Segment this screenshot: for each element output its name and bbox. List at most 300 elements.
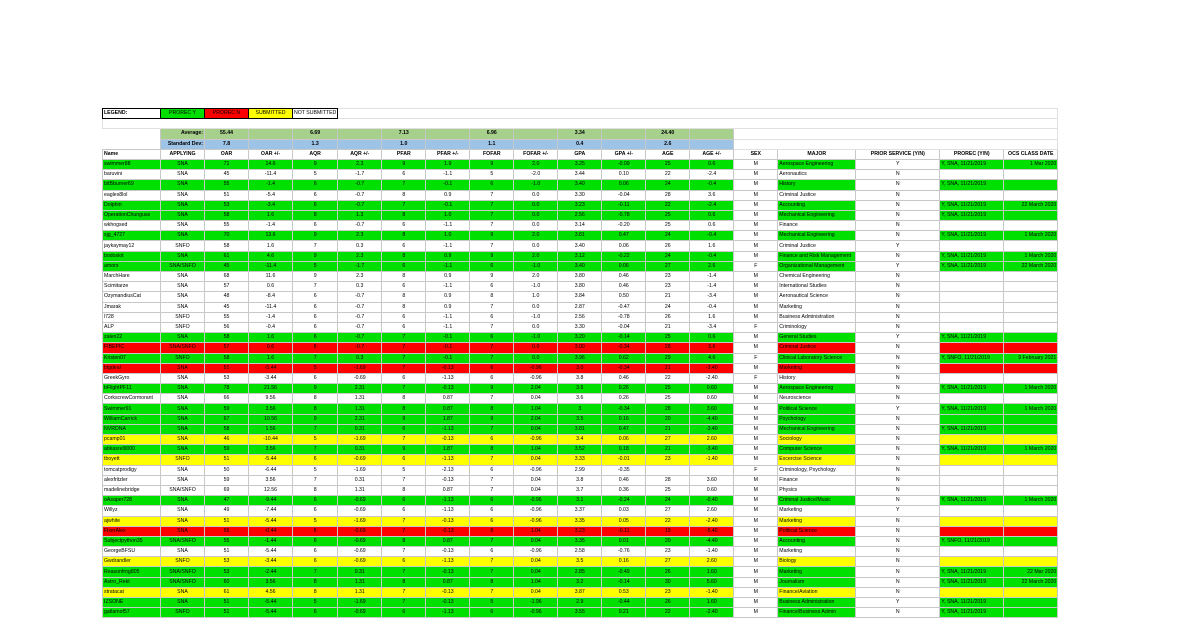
table-cell[interactable]: 20 (646, 414, 690, 424)
table-cell[interactable]: SNFO (161, 557, 205, 567)
table-cell[interactable]: SNA (161, 363, 205, 373)
table-cell[interactable]: 24 (646, 496, 690, 506)
table-cell[interactable]: -3.4 (249, 200, 293, 210)
table-cell[interactable]: 25 (646, 210, 690, 220)
table-cell[interactable]: Psychology (778, 414, 856, 424)
table-cell[interactable]: 25 (646, 394, 690, 404)
table-cell[interactable] (1004, 292, 1058, 302)
table-cell[interactable]: N (856, 210, 940, 220)
table-cell[interactable]: 6 (382, 506, 426, 516)
table-cell[interactable]: 55 (205, 180, 249, 190)
table-cell[interactable]: Y, SNA, 11/21/2019 (940, 598, 1004, 608)
table-cell[interactable]: -0.96 (514, 608, 558, 618)
table-row[interactable] (103, 577, 1058, 587)
table-cell[interactable]: Astro_Rekt (103, 577, 161, 587)
table-cell[interactable]: 51 (205, 455, 249, 465)
table-cell[interactable]: 6 (382, 261, 426, 271)
table-cell[interactable] (940, 292, 1004, 302)
table-row[interactable] (103, 200, 1058, 210)
table-cell[interactable]: M (734, 272, 778, 282)
table-cell[interactable]: Marketing (778, 363, 856, 373)
table-cell[interactable]: -7.44 (249, 506, 293, 516)
table-cell[interactable]: -0.13 (426, 384, 470, 394)
table-cell[interactable]: -1.13 (426, 424, 470, 434)
table-row[interactable] (103, 557, 1058, 567)
table-cell[interactable]: 22 March 2020 (1004, 261, 1058, 271)
table-cell[interactable]: Willyz (103, 506, 161, 516)
table-cell[interactable]: M (734, 302, 778, 312)
table-cell[interactable]: 0.60 (690, 485, 734, 495)
table-cell[interactable]: 51 (205, 608, 249, 618)
table-cell[interactable]: 1.9 (426, 159, 470, 169)
table-cell[interactable]: 2.31 (338, 384, 382, 394)
table-cell[interactable]: 7 (470, 322, 514, 332)
table-cell[interactable]: l728 (103, 312, 161, 322)
table-row[interactable] (103, 598, 1058, 608)
table-cell[interactable]: Criminal Justice (778, 241, 856, 251)
table-cell[interactable]: 68 (205, 272, 249, 282)
table-cell[interactable]: 6 (293, 547, 338, 557)
table-cell[interactable]: -0.76 (602, 547, 646, 557)
table-cell[interactable]: SNA/SNFO (161, 343, 205, 353)
table-row[interactable] (103, 608, 1058, 618)
table-cell[interactable] (940, 547, 1004, 557)
table-cell[interactable]: -1.0 (514, 180, 558, 190)
table-cell[interactable]: N (856, 485, 940, 495)
table-cell[interactable]: FixerAlex (103, 526, 161, 536)
table-cell[interactable]: 3.33 (558, 455, 602, 465)
table-cell[interactable]: F (734, 353, 778, 363)
table-cell[interactable]: 1.60 (690, 598, 734, 608)
table-cell[interactable]: 1.60 (690, 567, 734, 577)
table-cell[interactable]: -6.44 (249, 465, 293, 475)
table-cell[interactable]: -0.13 (426, 516, 470, 526)
table-cell[interactable]: -1.4 (249, 312, 293, 322)
table-cell[interactable]: SNA (161, 190, 205, 200)
table-cell[interactable]: FIBEPIC (103, 343, 161, 353)
table-cell[interactable]: Organizational Management (778, 261, 856, 271)
table-cell[interactable]: 22 (646, 373, 690, 383)
table-cell[interactable]: 6 (293, 608, 338, 618)
table-cell[interactable]: 3.30 (558, 322, 602, 332)
table-row[interactable] (103, 170, 1058, 180)
table-cell[interactable]: -0.44 (602, 598, 646, 608)
table-cell[interactable]: 3.23 (558, 200, 602, 210)
table-cell[interactable]: 3.12 (558, 251, 602, 261)
table-cell[interactable]: 3.37 (558, 506, 602, 516)
table-cell[interactable]: ALP (103, 322, 161, 332)
table-cell[interactable]: -1.4 (690, 282, 734, 292)
table-cell[interactable]: 7 (382, 475, 426, 485)
table-cell[interactable]: SNA/SNFO (161, 261, 205, 271)
table-cell[interactable]: 0.3 (338, 353, 382, 363)
table-row[interactable] (103, 465, 1058, 475)
table-cell[interactable]: 28 (646, 475, 690, 485)
table-cell[interactable]: -1.13 (426, 608, 470, 618)
table-cell[interactable]: 21.56 (249, 384, 293, 394)
table-cell[interactable]: -3.4 (690, 322, 734, 332)
table-cell[interactable]: -0.13 (426, 363, 470, 373)
table-cell[interactable]: 3.25 (558, 159, 602, 169)
table-cell[interactable]: 6 (382, 496, 426, 506)
table-cell[interactable]: 22 (646, 200, 690, 210)
table-cell[interactable]: Excercise Science (778, 455, 856, 465)
table-cell[interactable]: 8 (382, 394, 426, 404)
table-cell[interactable]: -2.40 (690, 608, 734, 618)
table-cell[interactable]: 3.40 (558, 180, 602, 190)
table-cell[interactable]: M (734, 363, 778, 373)
table-cell[interactable]: 26 (646, 567, 690, 577)
table-cell[interactable]: 1.87 (426, 445, 470, 455)
table-cell[interactable] (940, 302, 1004, 312)
table-cell[interactable]: bitBburner69 (103, 180, 161, 190)
table-cell[interactable]: M (734, 536, 778, 546)
table-cell[interactable] (1004, 587, 1058, 597)
table-cell[interactable]: 9 (382, 159, 426, 169)
table-cell[interactable]: 6 (470, 373, 514, 383)
table-cell[interactable]: M (734, 180, 778, 190)
table-cell[interactable]: 6 (293, 180, 338, 190)
table-cell[interactable]: SNFO (161, 312, 205, 322)
table-cell[interactable]: 7 (293, 475, 338, 485)
table-cell[interactable]: -0.7 (338, 312, 382, 322)
table-cell[interactable]: 0.26 (602, 394, 646, 404)
table-cell[interactable]: N (856, 547, 940, 557)
table-cell[interactable]: 7 (382, 547, 426, 557)
table-cell[interactable] (1004, 435, 1058, 445)
table-cell[interactable]: -4.40 (690, 414, 734, 424)
table-cell[interactable]: SNA (161, 231, 205, 241)
table-cell[interactable] (940, 414, 1004, 424)
table-cell[interactable]: ajwhite (103, 516, 161, 526)
table-cell[interactable]: -2.13 (426, 465, 470, 475)
table-cell[interactable]: 6 (470, 506, 514, 516)
table-cell[interactable]: -0.04 (602, 190, 646, 200)
column-header[interactable]: AGE +/- (690, 149, 734, 159)
table-cell[interactable]: Marketing (778, 516, 856, 526)
table-cell[interactable]: 2.3 (338, 159, 382, 169)
table-cell[interactable]: bigdeal (103, 363, 161, 373)
table-cell[interactable]: -0.40 (690, 496, 734, 506)
table-cell[interactable]: F (734, 373, 778, 383)
table-cell[interactable]: 0.05 (602, 516, 646, 526)
table-cell[interactable]: -0.20 (602, 221, 646, 231)
table-cell[interactable]: 6 (293, 221, 338, 231)
table-cell[interactable]: 6 (293, 455, 338, 465)
table-cell[interactable]: 9 (382, 445, 426, 455)
table-cell[interactable]: Finance (778, 221, 856, 231)
table-cell[interactable] (1004, 506, 1058, 516)
table-cell[interactable] (940, 516, 1004, 526)
table-cell[interactable]: -2.44 (249, 567, 293, 577)
table-cell[interactable]: -0.4 (690, 251, 734, 261)
table-cell[interactable]: M (734, 190, 778, 200)
table-cell[interactable]: 3.80 (558, 272, 602, 282)
table-cell[interactable]: 30 (646, 577, 690, 587)
table-cell[interactable]: SNFO (161, 241, 205, 251)
table-cell[interactable]: 7 (470, 241, 514, 251)
table-cell[interactable]: 2.60 (690, 557, 734, 567)
table-cell[interactable]: -0.78 (602, 312, 646, 322)
table-cell[interactable]: 0.06 (602, 180, 646, 190)
table-cell[interactable]: SNA (161, 424, 205, 434)
table-cell[interactable]: 6 (470, 363, 514, 373)
table-cell[interactable]: -0.69 (338, 373, 382, 383)
table-cell[interactable]: N (856, 373, 940, 383)
table-cell[interactable]: 0.06 (602, 435, 646, 445)
table-row[interactable] (103, 231, 1058, 241)
table-cell[interactable]: 3.44 (558, 170, 602, 180)
table-cell[interactable]: N (856, 475, 940, 485)
table-cell[interactable]: -0.13 (426, 567, 470, 577)
table-row[interactable] (103, 435, 1058, 445)
table-cell[interactable]: N (856, 465, 940, 475)
table-cell[interactable] (940, 587, 1004, 597)
table-cell[interactable]: 1.6 (249, 210, 293, 220)
table-cell[interactable]: 4.56 (249, 587, 293, 597)
table-cell[interactable]: zalen22 (103, 333, 161, 343)
table-row[interactable] (103, 282, 1058, 292)
table-cell[interactable]: 3.56 (249, 445, 293, 455)
table-cell[interactable]: 20 (646, 536, 690, 546)
table-cell[interactable]: 28 (646, 404, 690, 414)
table-cell[interactable]: Y, SNA, 11/21/2019 (940, 333, 1004, 343)
table-cell[interactable]: Jmarak (103, 302, 161, 312)
table-cell[interactable]: SNA (161, 180, 205, 190)
table-cell[interactable]: Y (856, 159, 940, 169)
table-cell[interactable]: 3.1 (558, 496, 602, 506)
table-cell[interactable]: 69 (205, 485, 249, 495)
table-cell[interactable]: 22 Mar 2020 (1004, 567, 1058, 577)
table-cell[interactable]: 0.9 (426, 272, 470, 282)
table-cell[interactable]: 57 (205, 282, 249, 292)
table-cell[interactable]: 0.10 (602, 170, 646, 180)
table-cell[interactable]: 0.46 (602, 475, 646, 485)
table-cell[interactable]: -0.7 (338, 200, 382, 210)
table-cell[interactable]: M (734, 282, 778, 292)
table-row[interactable] (103, 455, 1058, 465)
table-cell[interactable]: 5 (470, 598, 514, 608)
table-cell[interactable]: M (734, 210, 778, 220)
table-cell[interactable]: 0.87 (426, 404, 470, 414)
table-cell[interactable]: 27 (646, 506, 690, 516)
table-cell[interactable]: -1.40 (690, 455, 734, 465)
table-cell[interactable]: gatlamof57 (103, 608, 161, 618)
table-cell[interactable]: SNA (161, 384, 205, 394)
column-header[interactable]: GPA +/- (602, 149, 646, 159)
table-cell[interactable]: bFlightPF11 (103, 384, 161, 394)
table-cell[interactable]: N (856, 435, 940, 445)
table-cell[interactable]: 1.56 (249, 424, 293, 434)
table-cell[interactable]: 8 (382, 231, 426, 241)
column-header[interactable]: AQR +/- (338, 149, 382, 159)
table-cell[interactable]: -0.22 (602, 251, 646, 261)
table-cell[interactable]: 0.0 (514, 221, 558, 231)
table-cell[interactable]: Criminal Justice/Music (778, 496, 856, 506)
table-cell[interactable]: 8 (293, 210, 338, 220)
table-cell[interactable] (1004, 465, 1058, 475)
table-cell[interactable]: SNA (161, 170, 205, 180)
table-cell[interactable]: 0.0 (514, 302, 558, 312)
table-cell[interactable]: 7 (382, 200, 426, 210)
table-cell[interactable]: N (856, 251, 940, 261)
table-cell[interactable]: SNA (161, 210, 205, 220)
column-header[interactable]: PFAR (382, 149, 426, 159)
table-cell[interactable]: 55 (205, 221, 249, 231)
table-cell[interactable]: -0.96 (514, 496, 558, 506)
table-cell[interactable]: SNA (161, 587, 205, 597)
table-cell[interactable] (1004, 547, 1058, 557)
table-cell[interactable]: 1.6 (249, 353, 293, 363)
table-cell[interactable]: 1.04 (514, 404, 558, 414)
table-cell[interactable]: oAsaper728 (103, 496, 161, 506)
table-cell[interactable]: 6 (470, 516, 514, 526)
table-cell[interactable]: 8 (470, 292, 514, 302)
table-cell[interactable]: 24 (646, 251, 690, 261)
table-cell[interactable]: 2.56 (558, 210, 602, 220)
table-cell[interactable]: 6 (293, 557, 338, 567)
table-cell[interactable]: 0.31 (338, 475, 382, 485)
table-cell[interactable]: 0.16 (602, 414, 646, 424)
table-cell[interactable] (1004, 210, 1058, 220)
table-row[interactable] (103, 506, 1058, 516)
table-cell[interactable]: -1.1 (426, 241, 470, 251)
table-cell[interactable]: N (856, 190, 940, 200)
table-cell[interactable]: 22 March 2020 (1004, 200, 1058, 210)
table-row[interactable] (103, 180, 1058, 190)
table-cell[interactable]: SNA (161, 414, 205, 424)
table-cell[interactable]: 57 (205, 343, 249, 353)
table-cell[interactable]: -5.44 (249, 608, 293, 618)
table-cell[interactable] (940, 241, 1004, 251)
table-cell[interactable]: N (856, 608, 940, 618)
table-cell[interactable]: 66 (205, 394, 249, 404)
table-cell[interactable]: -0.4 (690, 231, 734, 241)
table-cell[interactable]: Y (856, 404, 940, 414)
table-cell[interactable]: 2.04 (514, 414, 558, 424)
table-cell[interactable]: 9 (470, 251, 514, 261)
table-cell[interactable]: N (856, 200, 940, 210)
table-cell[interactable]: Finance/Aviation (778, 587, 856, 597)
table-cell[interactable]: 2.60 (690, 506, 734, 516)
table-cell[interactable]: 7 (382, 435, 426, 445)
table-cell[interactable]: 3.6 (690, 343, 734, 353)
table-cell[interactable]: 0.21 (602, 608, 646, 618)
table-cell[interactable]: 50 (205, 465, 249, 475)
table-cell[interactable]: -0.7 (338, 180, 382, 190)
table-cell[interactable]: -2.40 (690, 516, 734, 526)
table-cell[interactable]: 1.6 (690, 312, 734, 322)
table-cell[interactable]: Y, SNA, 11/21/2019 (940, 577, 1004, 587)
table-cell[interactable]: 2.87 (558, 302, 602, 312)
table-cell[interactable]: madelinebridge (103, 485, 161, 495)
table-cell[interactable]: -1.13 (426, 455, 470, 465)
table-row[interactable] (103, 547, 1058, 557)
table-cell[interactable]: SNA (161, 526, 205, 536)
table-cell[interactable]: Y, SNA, 11/21/2019 (940, 251, 1004, 261)
column-header[interactable]: PRIOR SERVICE (Y/N) (856, 149, 940, 159)
table-cell[interactable]: -0.1 (426, 343, 470, 353)
table-cell[interactable]: 9 (293, 159, 338, 169)
table-cell[interactable]: -0.13 (426, 435, 470, 445)
table-cell[interactable]: 1 March 2020 (1004, 496, 1058, 506)
table-cell[interactable]: -0.24 (602, 496, 646, 506)
table-cell[interactable]: 51 (205, 363, 249, 373)
table-cell[interactable]: 1.31 (338, 394, 382, 404)
table-cell[interactable]: -5.44 (249, 547, 293, 557)
table-cell[interactable] (940, 526, 1004, 536)
table-cell[interactable]: M (734, 455, 778, 465)
table-cell[interactable]: 6 (382, 312, 426, 322)
table-cell[interactable]: N (856, 496, 940, 506)
table-cell[interactable]: -0.69 (338, 455, 382, 465)
table-cell[interactable]: 0.04 (514, 557, 558, 567)
table-cell[interactable] (1004, 343, 1058, 353)
table-cell[interactable]: 7 (293, 424, 338, 434)
table-cell[interactable]: -1.1 (426, 282, 470, 292)
table-cell[interactable]: 8 (382, 292, 426, 302)
table-cell[interactable]: Y, SNA, 11/21/2019 (940, 261, 1004, 271)
table-cell[interactable]: Finance/Business Admin (778, 608, 856, 618)
table-cell[interactable]: -1.69 (338, 598, 382, 608)
table-cell[interactable]: 6 (293, 496, 338, 506)
table-cell[interactable]: 1.31 (338, 404, 382, 414)
table-cell[interactable]: 0.01 (602, 536, 646, 546)
table-cell[interactable]: N (856, 445, 940, 455)
table-cell[interactable]: 0.31 (338, 424, 382, 434)
column-header[interactable]: OCS CLASS DATE (1004, 149, 1058, 159)
table-cell[interactable]: 0.60 (690, 394, 734, 404)
table-cell[interactable]: Y (856, 598, 940, 608)
table-cell[interactable]: 0.16 (602, 557, 646, 567)
table-cell[interactable]: Neuroscience (778, 394, 856, 404)
table-cell[interactable]: 56 (205, 322, 249, 332)
table-cell[interactable]: 27 (646, 261, 690, 271)
table-row[interactable] (103, 496, 1058, 506)
table-cell[interactable]: 7 (470, 210, 514, 220)
table-cell[interactable] (940, 373, 1004, 383)
table-cell[interactable]: Physics (778, 485, 856, 495)
table-cell[interactable]: 23 (646, 587, 690, 597)
column-header[interactable]: GPA (558, 149, 602, 159)
table-cell[interactable]: M (734, 414, 778, 424)
table-cell[interactable] (1004, 322, 1058, 332)
table-cell[interactable]: -0.1 (426, 333, 470, 343)
table-cell[interactable]: 24 (646, 180, 690, 190)
table-cell[interactable]: 7 (382, 343, 426, 353)
table-cell[interactable]: 58 (205, 353, 249, 363)
table-cell[interactable]: N (856, 384, 940, 394)
table-cell[interactable]: 9 (293, 251, 338, 261)
table-cell[interactable]: N (856, 567, 940, 577)
table-cell[interactable]: 27 (646, 557, 690, 567)
table-cell[interactable]: 0.04 (514, 455, 558, 465)
table-cell[interactable]: -5.40 (690, 526, 734, 536)
table-cell[interactable]: -0.7 (338, 292, 382, 302)
table-cell[interactable]: Business Administration (778, 598, 856, 608)
table-cell[interactable]: 27 (646, 435, 690, 445)
table-cell[interactable]: 25 (646, 333, 690, 343)
table-row[interactable] (103, 404, 1058, 414)
table-cell[interactable]: 8 (382, 404, 426, 414)
table-cell[interactable]: 23 (646, 547, 690, 557)
table-cell[interactable]: 6 (470, 465, 514, 475)
table-row[interactable] (103, 210, 1058, 220)
table-cell[interactable]: M (734, 200, 778, 210)
table-cell[interactable]: 7 (470, 455, 514, 465)
table-cell[interactable]: N (856, 302, 940, 312)
table-cell[interactable]: Political Science (778, 526, 856, 536)
